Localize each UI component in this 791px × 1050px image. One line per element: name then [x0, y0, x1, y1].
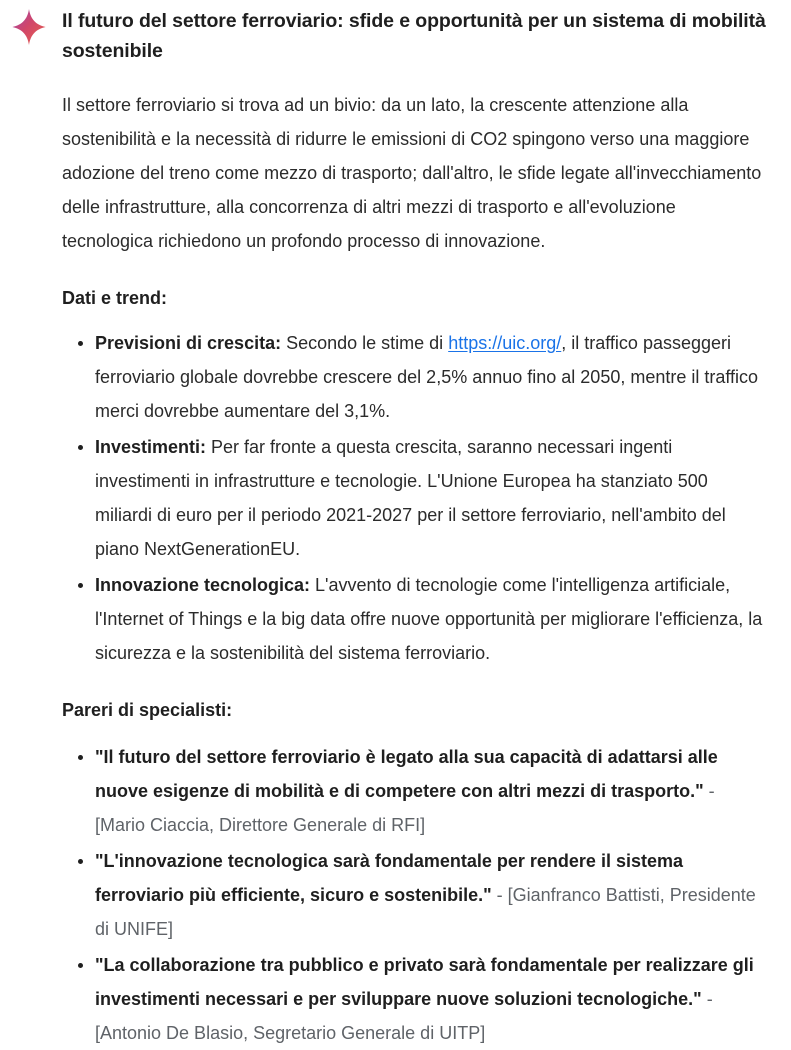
list-item	[77, 948, 767, 1050]
bullet-text: Per far fronte a questa crescita, saranno necessari ingenti investimenti in infrastrutture e tecnologie. L'Unione Europea ha stanziato 500 miliardi di euro per il periodo 2021-2027 per il settore ferroviario, nell'ambito del piano NextGenerationEU.	[95, 437, 726, 559]
external-link-uic[interactable]: https://uic.org/	[448, 333, 562, 353]
bullet-text: L'avvento di tecnologie come l'intelligenza artificiale, l'Internet of Things e la big data offre nuove opportunità per migliorare l'efficienza, la sicurezza e la sostenibilità del sistema ferroviario.	[95, 575, 763, 663]
quote-separator: -	[701, 989, 713, 1009]
bullet-list-pareri-di-specialisti	[62, 740, 767, 1050]
quote-separator: -	[491, 885, 508, 905]
quote-text: "L'innovazione tecnologica sarà fondamentale per rendere il sistema ferroviario più efficiente, sicuro e sostenibile."	[95, 851, 683, 905]
bullet-text-before-link: Secondo le stime di	[281, 333, 449, 353]
list-item	[77, 430, 767, 566]
quote-separator: -	[703, 781, 715, 801]
quote-attribution: [Gianfranco Battisti, Presidente di UNIFE]	[95, 885, 756, 939]
quote-attribution: [Mario Ciaccia, Direttore Generale di RFI]	[95, 815, 426, 835]
sparkle-icon	[11, 8, 47, 46]
list-item	[77, 844, 767, 946]
response-body	[62, 6, 767, 1050]
quote-text: "La collaborazione tra pubblico e privato sarà fondamentale per realizzare gli investimenti necessari e per sviluppare nuove soluzioni tecnologiche."	[95, 955, 754, 1009]
list-item	[77, 568, 767, 670]
bullet-lead: Innovazione tecnologica:	[95, 575, 311, 595]
bullet-lead: Investimenti:	[95, 437, 207, 457]
bullet-list-dati-e-trend	[62, 326, 767, 670]
list-item	[77, 326, 767, 428]
list-item	[77, 740, 767, 842]
bullet-text-after-link: , il traffico passeggeri ferroviario globale dovrebbe crescere del 2,5% annuo fino al 2050, mentre il traffico merci dovrebbe aumentare del 3,1%.	[95, 333, 759, 421]
page-title: Il futuro del settore ferroviario: sfide e opportunità per un sistema di mobilità sostenibile	[62, 10, 766, 62]
quote-attribution: [Antonio De Blasio, Segretario Generale di UITP]	[95, 1023, 486, 1043]
quote-text: "Il futuro del settore ferroviario è legato alla sua capacità di adattarsi alle nuove esigenze di mobilità e di competere con altri mezzi di trasporto."	[95, 747, 718, 801]
section-heading-pareri-di-specialisti: Pareri di specialisti:	[62, 700, 233, 720]
intro-paragraph: Il settore ferroviario si trova ad un bivio: da un lato, la crescente attenzione alla sostenibilità e la necessità di ridurre le emissioni di CO2 spingono verso una maggiore adozione del treno come mezzo di trasporto; dall'altro, le sfide legate all'invecchiamento delle infrastrutture, alla concorrenza di altri mezzi di trasporto e all'evoluzione tecnologica richiedono un profondo processo di innovazione.	[62, 95, 762, 251]
section-heading-dati-e-trend: Dati e trend:	[62, 288, 168, 308]
bullet-lead: Previsioni di crescita:	[95, 333, 282, 353]
